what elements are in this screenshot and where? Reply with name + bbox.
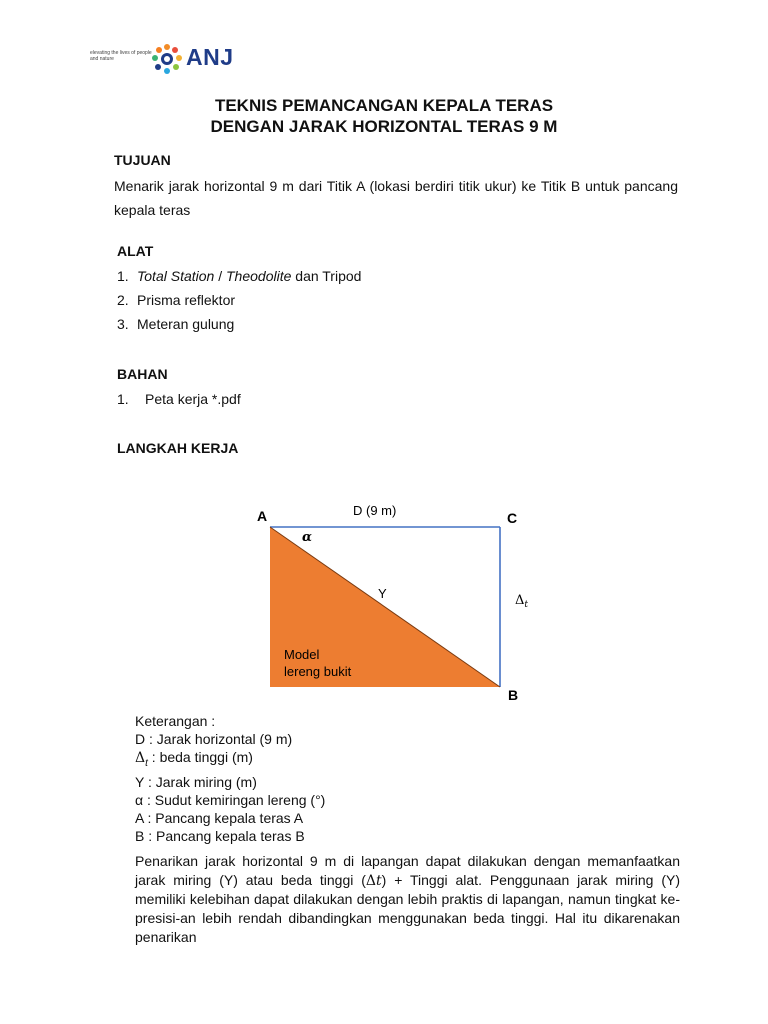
- model-label-line1: Model: [284, 647, 320, 662]
- keterangan-symbol: D: [135, 731, 146, 747]
- label-d: D (9 m): [353, 503, 397, 518]
- list-number: 1.: [117, 268, 129, 284]
- keterangan-item: [135, 809, 325, 827]
- document-title-line2: DENGAN JARAK HORIZONTAL TERAS 9 M: [210, 117, 558, 136]
- keterangan-text: : Sudut kemiringan lereng (°): [143, 791, 326, 808]
- italic-term: Total Station: [137, 268, 215, 284]
- model-label-line2: lereng bukit: [284, 664, 352, 679]
- alat-list: [117, 264, 361, 336]
- list-item: [117, 312, 361, 336]
- list-item: [117, 288, 361, 312]
- delta-symbol: Δ: [515, 593, 525, 608]
- list-text-rest: dan Tripod: [291, 268, 362, 284]
- keterangan-symbol: α: [135, 791, 144, 808]
- delta-subscript: t: [524, 600, 529, 610]
- keterangan-subscript: t: [145, 757, 148, 769]
- list-number: 1.: [117, 391, 129, 407]
- keterangan-item: [135, 827, 325, 845]
- tujuan-heading: TUJUAN: [114, 152, 171, 168]
- keterangan-heading: Keterangan :: [135, 713, 216, 729]
- keterangan-item: [135, 748, 325, 773]
- keterangan-text: : beda tinggi (m): [147, 749, 253, 765]
- brand-name: ANJ: [186, 44, 234, 70]
- paragraph-text-after: ) + Tinggi alat. Penggunaan jarak miring (Y) memiliki kelebihan dapat dilakukan dengan lebih praktis di lapangan, namun tingkat ke-presisi-an lebih rendah dibandingkan menggunakan beda tinggi. Hal itu dikarenakan penarikan: [135, 871, 680, 945]
- label-alpha: α: [302, 530, 313, 545]
- list-number: 3.: [117, 316, 129, 332]
- label-c: C: [507, 510, 518, 526]
- keterangan-text: : Jarak miring (m): [144, 773, 257, 790]
- keterangan-item: [135, 730, 325, 748]
- paragraph-delta-t: t: [376, 872, 382, 889]
- keterangan-symbol: A: [135, 809, 144, 826]
- list-text: Peta kerja *.pdf: [145, 391, 241, 407]
- paragraph-delta: Δ: [365, 872, 377, 889]
- keterangan-item: [135, 773, 325, 791]
- list-text: Prisma reflektor: [137, 292, 236, 308]
- label-a: A: [257, 508, 268, 524]
- label-b: B: [508, 687, 519, 703]
- keterangan-symbol: Δ: [135, 750, 146, 766]
- bahan-list: [117, 387, 241, 411]
- keterangan-text: : Jarak horizontal (9 m): [145, 731, 293, 747]
- anj-logo-icon: [150, 42, 184, 76]
- list-item: [117, 264, 361, 288]
- keterangan-text: : Pancang kepala teras B: [144, 827, 305, 844]
- separator: /: [214, 268, 226, 284]
- paragraph-text-before: Penarikan jarak horizontal 9 m di lapangan dapat dilakukan dengan memanfaatkan jarak miring (Y) atau beda tinggi (: [135, 853, 680, 888]
- bahan-heading: BAHAN: [117, 366, 168, 382]
- keterangan-text: : Pancang kepala teras A: [143, 809, 304, 826]
- tujuan-text: Menarik jarak horizontal 9 m dari Titik A (lokasi berdiri titik ukur) ke Titik B untuk pancang kepala teras: [114, 178, 678, 218]
- keterangan-item: [135, 791, 325, 809]
- logo-tagline: elevating the lives of people and nature: [90, 50, 152, 62]
- italic-term: Theodolite: [226, 268, 292, 284]
- list-item: [117, 387, 241, 411]
- alat-heading: ALAT: [117, 243, 154, 259]
- document-title-line1: TEKNIS PEMANCANGAN KEPALA TERAS: [214, 96, 554, 115]
- body-paragraph: [135, 852, 680, 947]
- label-y: Y: [378, 586, 387, 601]
- list-text: [137, 264, 361, 288]
- list-text: Meteran gulung: [137, 316, 235, 332]
- keterangan-block: [135, 712, 325, 845]
- slope-diagram: [240, 495, 540, 705]
- langkah-kerja-heading: LANGKAH KERJA: [117, 440, 239, 456]
- keterangan-symbol: Y: [135, 773, 145, 790]
- keterangan-symbol: B: [135, 827, 145, 844]
- label-delta-t: [515, 593, 528, 610]
- list-number: 2.: [117, 292, 129, 308]
